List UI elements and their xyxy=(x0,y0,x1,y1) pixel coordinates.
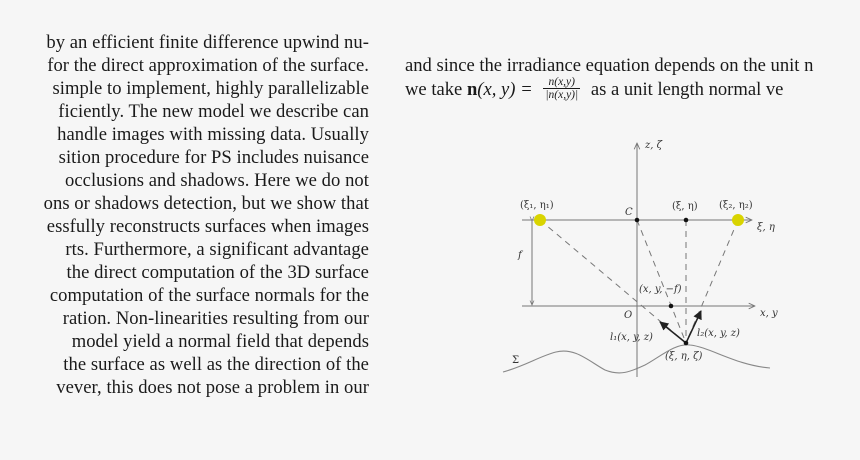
l2-label: l₂(x, y, z) xyxy=(697,328,740,339)
text-line: for the direct approximation of the surface. xyxy=(47,55,369,76)
text-fragment: we take xyxy=(405,79,467,100)
text-line: sition procedure for PS includes nuisance xyxy=(58,147,369,168)
normal-vector-symbol: n xyxy=(466,79,478,100)
center-label: C xyxy=(625,207,633,218)
light-2-label: (ξ₂, η₂) xyxy=(719,200,753,211)
equation-args: (x, y) = xyxy=(477,79,533,100)
text-line: vever, this does not pose a problem in our xyxy=(56,377,369,398)
equation-line xyxy=(405,78,783,103)
text-line: computation of the surface normals for the xyxy=(49,285,369,306)
surface-point xyxy=(684,341,689,346)
text-fragment: as a unit length normal ve xyxy=(590,79,784,100)
image-point xyxy=(669,304,674,309)
text-line: rts. Furthermore, a significant advantage xyxy=(65,239,369,260)
xi-eta-axis-label: ξ, η xyxy=(757,222,775,233)
projection-lines xyxy=(540,220,738,343)
text-line: and since the irradiance equation depends on the unit n xyxy=(405,55,814,76)
focal-label: f xyxy=(518,250,522,261)
left-text-column xyxy=(0,0,370,400)
origin-label: O xyxy=(624,310,633,321)
text-line: occlusions and shadows. Here we do not xyxy=(65,170,369,191)
text-line: ficiently. The new model we describe can xyxy=(58,101,369,122)
text-line: by an efficient finite difference upwind nu- xyxy=(46,32,369,53)
fraction-numerator: n(x,y) xyxy=(543,76,580,89)
text-line: ration. Non-linearities resulting from our xyxy=(62,308,369,329)
text-line: handle images with missing data. Usually xyxy=(57,124,369,145)
image-point-label: (x, y, −f) xyxy=(639,284,682,295)
l1-label: l₁(x, y, z) xyxy=(610,332,653,343)
z-axis-label: z, ζ xyxy=(645,140,663,151)
surface-point-label: (ξ, η, ζ) xyxy=(665,351,703,362)
geometry-diagram xyxy=(495,130,795,390)
right-text-column xyxy=(405,0,860,120)
text-line: the surface as well as the direction of the xyxy=(63,354,369,375)
center-point xyxy=(635,218,640,223)
xi-eta-point xyxy=(684,218,689,223)
text-line: model yield a normal field that depends xyxy=(71,331,369,352)
light-source-2 xyxy=(732,214,744,226)
xi-eta-label: (ξ, η) xyxy=(672,201,698,212)
light-source-1 xyxy=(534,214,546,226)
fraction xyxy=(543,76,580,101)
fraction-denominator: |n(x,y)| xyxy=(545,89,579,102)
xy-axis-label: x, y xyxy=(760,308,778,319)
text-line: essfully reconstructs surfaces when images xyxy=(46,216,369,237)
light-1-label: (ξ₁, η₁) xyxy=(520,200,554,211)
text-line: simple to implement, highly parallelizable xyxy=(52,78,369,99)
surface-label: Σ xyxy=(512,355,520,366)
text-line: the direct computation of the 3D surface xyxy=(66,262,369,283)
text-line: ons or shadows detection, but we show that xyxy=(43,193,369,214)
